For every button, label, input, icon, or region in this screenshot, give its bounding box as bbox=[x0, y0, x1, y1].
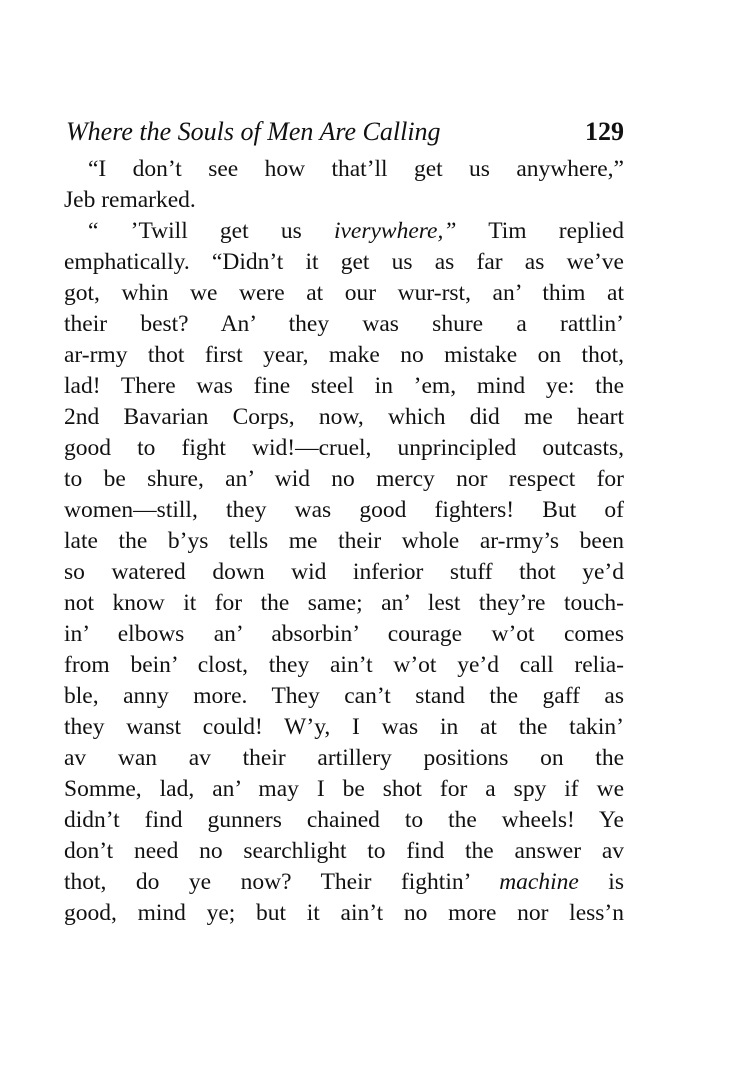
text-line bbox=[64, 464, 624, 495]
running-head bbox=[66, 112, 624, 152]
text-line bbox=[64, 309, 624, 340]
text-segment: in’ elbows an’ absorbin’ courage w’ot comes bbox=[64, 621, 624, 647]
text-segment: got, whin we were at our wur-rst, an’ thim at bbox=[64, 280, 624, 306]
text-line bbox=[64, 433, 624, 464]
text-segment: good to fight wid!—cruel, unprincipled outcasts, bbox=[64, 435, 624, 461]
text-segment: to be shure, an’ wid no mercy nor respect for bbox=[64, 466, 624, 492]
text-line bbox=[64, 495, 624, 526]
text-line bbox=[64, 867, 624, 898]
text-line bbox=[64, 805, 624, 836]
text-line bbox=[64, 619, 624, 650]
text-segment: they wanst could! W’y, I was in at the takin’ bbox=[64, 714, 624, 740]
text-segment: thot, do ye now? Their fightin’ bbox=[64, 869, 500, 895]
page-number: 129 bbox=[585, 117, 624, 146]
text-segment: didn’t find gunners chained to the wheels! Ye bbox=[64, 807, 624, 833]
text-line bbox=[64, 216, 624, 247]
text-line bbox=[64, 154, 624, 185]
text-line bbox=[64, 712, 624, 743]
text-segment: not know it for the same; an’ lest they’re touch- bbox=[64, 590, 624, 616]
text-segment: Tim replied bbox=[456, 218, 624, 244]
text-segment: 2nd Bavarian Corps, now, which did me heart bbox=[64, 404, 624, 430]
text-line bbox=[64, 278, 624, 309]
text-segment: from bein’ clost, they ain’t w’ot ye’d call relia- bbox=[64, 652, 624, 678]
body-text bbox=[64, 154, 624, 929]
text-segment: lad! There was fine steel in ’em, mind ye: the bbox=[64, 373, 624, 399]
text-segment: Jeb remarked. bbox=[64, 187, 196, 213]
text-segment: late the b’ys tells me their whole ar-rmy’s been bbox=[64, 528, 624, 554]
running-title: Where the Souls of Men Are Calling bbox=[66, 117, 441, 146]
text-line bbox=[64, 836, 624, 867]
text-segment: “I don’t see how that’ll get us anywhere,” bbox=[88, 156, 624, 182]
text-line bbox=[64, 526, 624, 557]
text-line bbox=[64, 557, 624, 588]
text-line bbox=[64, 371, 624, 402]
text-segment: good, mind ye; but it ain’t no more nor less’n bbox=[64, 900, 624, 926]
text-segment: Somme, lad, an’ may I be shot for a spy if we bbox=[64, 776, 624, 802]
text-line bbox=[64, 774, 624, 805]
text-line bbox=[64, 650, 624, 681]
italic-text: machine bbox=[499, 869, 579, 895]
text-segment: women—still, they was good fighters! But of bbox=[64, 497, 624, 523]
text-line bbox=[64, 185, 624, 216]
text-segment: emphatically. “Didn’t it get us as far as we’ve bbox=[64, 249, 624, 275]
text-line bbox=[64, 898, 624, 929]
text-line bbox=[64, 743, 624, 774]
text-segment: so watered down wid inferior stuff thot ye’d bbox=[64, 559, 624, 585]
text-line bbox=[64, 588, 624, 619]
text-line bbox=[64, 340, 624, 371]
book-page bbox=[64, 112, 624, 929]
text-line bbox=[64, 681, 624, 712]
text-segment: don’t need no searchlight to find the answer av bbox=[64, 838, 624, 864]
text-segment: is bbox=[578, 869, 624, 895]
text-segment: av wan av their artillery positions on the bbox=[64, 745, 624, 771]
text-segment: ble, anny more. They can’t stand the gaff as bbox=[64, 683, 624, 709]
text-segment: their best? An’ they was shure a rattlin’ bbox=[64, 311, 624, 337]
text-line bbox=[64, 402, 624, 433]
text-segment: “ ’Twill get us bbox=[88, 218, 334, 244]
text-segment: ar-rmy thot first year, make no mistake on thot, bbox=[64, 342, 624, 368]
italic-text: iverywhere,” bbox=[333, 218, 457, 244]
text-line bbox=[64, 247, 624, 278]
